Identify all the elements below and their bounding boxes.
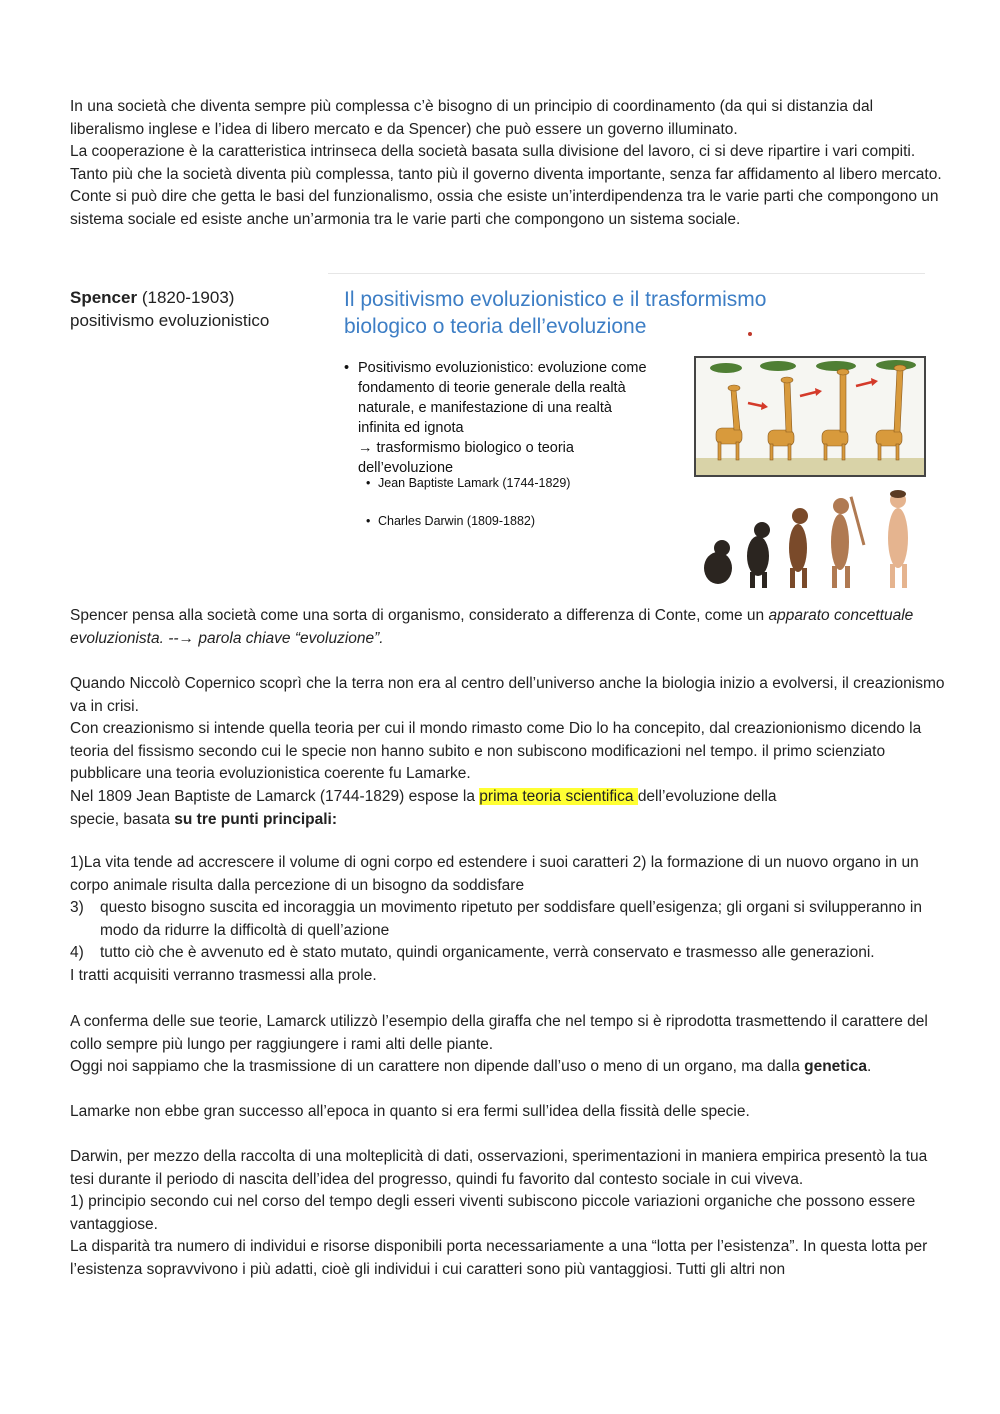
spencer-paragraph bbox=[70, 605, 945, 650]
human-evolution-illustration bbox=[700, 482, 925, 590]
slide-sub-item-lamark bbox=[366, 476, 570, 490]
darwin-paragraph-2: 1) principio secondo cui nel corso del tempo degli esseri viventi subiscono piccole variazioni organiche che possono essere vantaggiose. bbox=[70, 1193, 916, 1233]
intro-paragraph-1: In una società che diventa sempre più complessa c’è bisogno di un principio di coordinamento (da qui si distanzia dal liberalismo inglese e l’idea di libero mercato e da Spencer) che può essere un governo illuminato. bbox=[70, 98, 874, 138]
slide-bullet-line: → trasformismo biologico o teoria bbox=[358, 440, 574, 456]
darwin-paragraph-1: Darwin, per mezzo della raccolta di una molteplicità di dati, osservazioni, sperimentazioni in maniera empirica presentò la tua tesi durante il periodo di nascita dell’idea del progresso, quindi fu favorito dal contesto sociale in cui viveva. bbox=[70, 1148, 928, 1188]
spencer-text-italic: apparato concettuale evoluzionista. --→ parola chiave “evoluzione”. bbox=[70, 607, 914, 647]
list-text: questo bisogno suscita ed incoraggia un movimento ripetuto per soddisfare quell’esigenza; gli organi si svilupperanno in modo da ridurre la difficoltà di quell’azione bbox=[100, 899, 922, 939]
giraffe-paragraph-2 bbox=[70, 1056, 945, 1079]
biology-text: specie, basata bbox=[70, 810, 175, 828]
intro-paragraph-2: La cooperazione è la caratteristica intrinseca della società basata sulla divisione del lavoro, ci si deve ripartire i vari compiti. Tanto più che la società diventa più complessa, tanto più il governo diventa importante, senza far affidamento al libero mercato. bbox=[70, 143, 942, 183]
spencer-text-a: Spencer pensa alla società come una sorta di organismo, considerato a differenza di Conte, come un bbox=[70, 607, 769, 624]
biology-paragraph-2: Con creazionismo si intende quella teoria per cui il mondo rimasto come Dio lo ha concepito, dal creazionionismo dicendo la teoria del fissismo secondo cui le specie non hanno subito e non subiscono modificazioni nel tempo. il primo scienziato pubblicare una teoria evoluzionistica coerente fu Lamarke. bbox=[70, 720, 922, 783]
slide-bullet bbox=[344, 358, 699, 478]
giraffe-text: Oggi noi sappiamo che la trasmissione di un carattere non dipende dall’uso o meno di un organo, ma dalla bbox=[70, 1058, 805, 1076]
intro-paragraph-3: Conte si può dire che getta le basi del funzionalismo, ossia che esiste un’interdipendenza tra le varie parti che compongono un sistema sociale ed esiste anche un’armonia tra le varie parti che compongono un sistema sociale. bbox=[70, 188, 939, 228]
giraffe-paragraph-1: A conferma delle sue teorie, Lamarck utilizzò l’esempio della giraffa che nel tempo si è riprodotta trasmettendo il carattere del collo sempre più lungo per raggiungere i rami alti delle piante. bbox=[70, 1013, 928, 1053]
human-evolution-icon bbox=[700, 482, 925, 590]
biology-text: Nel 1809 Jean Baptiste de Lamarck (1744-1829) espose la bbox=[70, 787, 480, 805]
slide-dot bbox=[748, 332, 752, 336]
list-number: 3) bbox=[70, 899, 84, 917]
spencer-subtitle: positivismo evoluzionistico bbox=[70, 311, 270, 330]
slide-bullet-mark: • bbox=[344, 360, 350, 376]
darwin-paragraph-3: La disparità tra numero di individui e risorse disponibili porta necessariamente a una “lotta per l’esistenza”. In questa lotta per l’esistenza sopravvivono i più adatti, cioè gli individui i cui caratteri sono più vantaggiosi. Tutti gli altri non bbox=[70, 1238, 928, 1278]
highlighted-text: prima teoria scientifica bbox=[479, 787, 638, 805]
slide-sub-item-darwin bbox=[366, 514, 535, 528]
lamarke-text: Lamarke non ebbe gran successo all’epoca in quanto si era fermi sull’idea della fissità delle specie. bbox=[70, 1103, 750, 1120]
spencer-heading bbox=[70, 286, 320, 332]
slide-title: Il positivismo evoluzionistico e il trasformismo biologico o teoria dell’evoluzione bbox=[344, 288, 767, 338]
slide-sub-bullet: • bbox=[366, 476, 371, 490]
darwin-section bbox=[70, 1146, 945, 1282]
list-item bbox=[70, 942, 945, 965]
slide-bullet-line: fondamento di teorie generale della realtà bbox=[358, 380, 626, 396]
list-number: 4) bbox=[70, 944, 84, 962]
slide-image bbox=[328, 273, 925, 589]
biology-paragraph-1: Quando Niccolò Copernico scoprì che la terra non era al centro dell’universo anche la biologia inizio a evolversi, il creazionismo va in crisi. bbox=[70, 675, 945, 715]
giraffe-illustration bbox=[694, 356, 926, 477]
slide-sub-label: Jean Baptiste Lamark (1744-1829) bbox=[378, 476, 571, 490]
bold-text: su tre punti principali: bbox=[174, 810, 338, 828]
list-item bbox=[70, 897, 945, 942]
giraffe-text: . bbox=[867, 1058, 872, 1076]
points-1-2: 1)La vita tende ad accrescere il volume di ogni corpo ed estendere i suoi caratteri 2) la formazione di un nuovo organo in un corpo animale risulta dalla percezione di un bisogno da soddisfare bbox=[70, 854, 919, 894]
bold-text: genetica bbox=[804, 1058, 868, 1076]
slide-bullet-line: naturale, e manifestazione di una realtà bbox=[358, 400, 612, 416]
biology-paragraph-3 bbox=[70, 786, 945, 831]
slide-bullet-line: dell’evoluzione bbox=[358, 460, 454, 476]
giraffe-section bbox=[70, 1011, 945, 1079]
slide-bullet-line: Positivismo evoluzionistico: evoluzione come bbox=[358, 360, 647, 376]
biology-text: dell’evoluzione della bbox=[637, 787, 777, 805]
giraffe-evolution-icon bbox=[696, 358, 924, 475]
slide-sub-bullet: • bbox=[366, 514, 371, 528]
lamarke-paragraph bbox=[70, 1101, 945, 1124]
biology-section bbox=[70, 673, 945, 831]
intro-section bbox=[70, 96, 945, 232]
list-text: tutto ciò che è avvenuto ed è stato mutato, quindi organicamente, verrà conservato e trasmesso alle generazioni. bbox=[100, 944, 875, 962]
spencer-years: (1820-1903) bbox=[141, 288, 235, 307]
points-section bbox=[70, 852, 945, 988]
slide-sub-label: Charles Darwin (1809-1882) bbox=[378, 514, 536, 528]
slide-bullet-line: infinita ed ignota bbox=[358, 420, 464, 436]
spencer-name: Spencer bbox=[70, 288, 138, 307]
points-after: I tratti acquisiti verranno trasmessi alla prole. bbox=[70, 966, 377, 984]
